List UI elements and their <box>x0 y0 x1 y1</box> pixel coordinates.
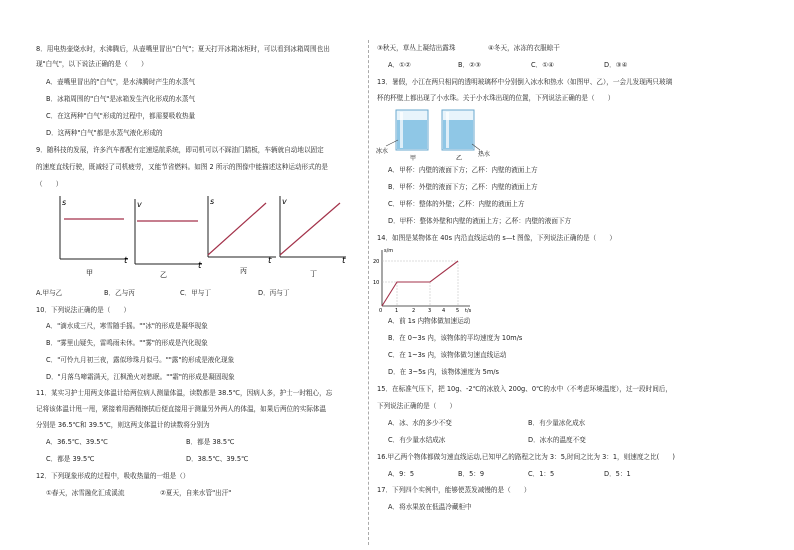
q13-option-b: B．甲杯：外壁的液面下方；乙杯：内壁的液面上方 <box>388 183 538 191</box>
q14-xtick-1: 1 <box>395 308 399 314</box>
q12-choice-d: D．③④ <box>604 61 628 69</box>
q16-option-c: C．1：5 <box>528 470 555 478</box>
q17-option-a: A．将水果放在低温冷藏柜中 <box>388 503 472 511</box>
q16-option-d: D．5：1 <box>604 470 631 478</box>
q8-stem-line-1: 8．用电热壶烧水时，水沸腾后，从壶嘴里冒出"白气"；夏天打开冰箱冰柜时，可以看到冰箱周围也出 <box>36 45 330 53</box>
graph-jia-caption: 甲 <box>86 269 93 277</box>
graph-yi-ylabel: v <box>137 200 142 209</box>
graph-bing <box>208 196 276 275</box>
q14-xtick-5: 5 <box>456 308 460 314</box>
glass-yi-caption: 乙 <box>456 155 463 162</box>
q9-option-a: A.甲与乙 <box>36 289 63 297</box>
graph-bing-ylabel: s <box>210 197 215 206</box>
q9-stem-line-3: （ ） <box>36 180 63 188</box>
q16-stem: 16.甲乙两个物体都做匀速直线运动,已知甲乙的路程之比为 3：5,时间之比为 3：1，则速度之比( ) <box>377 453 675 461</box>
q8-stem-line-2: 现"白气"，以下说法正确的是（ ） <box>36 60 148 68</box>
q15-option-a: A．冰、水的多少不变 <box>388 419 452 427</box>
q11-option-b: B．都是 38.5℃ <box>186 438 235 446</box>
q8-option-c: C．在这两种"白气"形成的过程中，都需要吸收热量 <box>46 112 196 120</box>
q16-option-b: B．5：9 <box>458 470 485 478</box>
graph-yi-xlabel: t <box>198 261 202 271</box>
q10-option-c: C．"可怜九月初三夜，露似珍珠月似弓。""露"的形成是液化现象 <box>46 356 235 364</box>
q17-stem: 17．下列四个实例中，能够使蒸发减慢的是（ ） <box>377 486 531 494</box>
glass-jia-label: 冰水 <box>376 148 389 155</box>
q10-option-b: B．"雾里山疑失，雷鸣雨未休。""雾"的形成是汽化现象 <box>46 339 208 347</box>
q12-choice-a: A．①② <box>388 61 411 69</box>
q14-xtick-3: 3 <box>428 308 432 314</box>
q14-option-d: D．在 3~5s 内，该物体速度为 5m/s <box>388 368 499 376</box>
graph-ding-xlabel: t <box>342 256 346 266</box>
q12-stem: 12．下列现象形成的过程中，吸收热量的一组是（） <box>36 472 190 480</box>
q9-option-d: D．丙与丁 <box>258 289 290 297</box>
q15-option-d: D．冰水的温度不变 <box>528 436 586 444</box>
q9-stem-line-1: 9．随科技的发展，许多汽车都配有定速巡航系统，即司机可以不踩油门踏板，车辆就自动地以固定 <box>36 146 324 154</box>
q13-option-a: A．甲杯：内壁的液面下方；乙杯：内壁的液面上方 <box>388 166 538 174</box>
q13-glass-figure <box>372 106 502 162</box>
graph-ding <box>280 196 346 278</box>
q12-choice-c: C．①④ <box>531 61 555 69</box>
q8-option-b: B．冰箱周围的"白气"是冰箱发生汽化形成的水蒸气 <box>46 95 196 103</box>
q9-graphs <box>28 191 368 281</box>
q14-stem: 14．如图是某物体在 40s 内沿直线运动的 s—t 图像，下列说法正确的是（ ） <box>377 234 617 242</box>
q12-item-2: ②夏天，自来水管"出汗" <box>160 489 232 497</box>
glass-yi <box>442 110 474 150</box>
q10-option-d: D．"月落乌啼霜满天，江枫渔火对愁眠。""霜"的形成是凝固现象 <box>46 373 235 381</box>
q13-option-c: C．甲杯：整体的外壁；乙杯：内壁的液面上方 <box>388 200 525 208</box>
q14-ytick-10: 10 <box>373 280 380 286</box>
q14-option-c: C．在 1~3s 内，该物体做匀速直线运动 <box>388 351 507 359</box>
q13-stem-line-2: 杯的杯壁上都出现了小水珠。关于小水珠出现的位置，下列说法正确的是（ ） <box>377 94 615 102</box>
q14-xlabel: t/s <box>465 308 472 314</box>
graph-bing-caption: 丙 <box>240 267 247 275</box>
q13-stem-line-1: 13．暑假，小江在两只相同的透明玻璃杯中分别倒入冰水和热水（如图甲、乙），一会儿发现两只玻璃 <box>377 78 673 86</box>
q11-option-d: D．38.5℃、39.5℃ <box>186 455 249 463</box>
q15-option-c: C．有少量水结成冰 <box>388 436 446 444</box>
graph-ding-ylabel: v <box>282 197 287 206</box>
q14-xtick-2: 2 <box>412 308 416 314</box>
q12-item-3: ③秋天，草丛上凝结出露珠 <box>377 44 456 52</box>
q9-option-b: B．乙与丙 <box>104 289 135 297</box>
q16-option-a: A．9：5 <box>388 470 415 478</box>
column-divider <box>368 40 369 545</box>
glass-yi-label: 热水 <box>478 151 491 158</box>
q11-option-a: A．36.5℃、39.5℃ <box>46 438 108 446</box>
q15-option-b: B．有少量冰化成水 <box>528 419 586 427</box>
q11-stem-line-3: 分别是 36.5℃和 39.5℃，则这两支体温计的读数将分别为 <box>36 421 210 429</box>
q12-item-4: ④冬天，冰冻的衣服晾干 <box>488 44 560 52</box>
graph-bing-line <box>208 203 266 255</box>
graph-jia-ylabel: s <box>62 198 67 207</box>
q14-ylabel: s/m <box>384 248 394 254</box>
q12-choice-b: B．②③ <box>458 61 481 69</box>
q8-option-a: A．壶嘴里冒出的"白气"，是水沸腾时产生的水蒸气 <box>46 78 196 86</box>
q12-item-1: ①春天，冰雪融化汇成溪流 <box>46 489 125 497</box>
q14-st-graph <box>372 244 484 314</box>
q11-stem-line-2: 记将该体温计甩一甩，紧接着用酒精擦拭后便直接用于测量另外两人的体温，如果后两位的实际体温 <box>36 405 327 413</box>
q11-option-c: C．都是 39.5℃ <box>46 455 95 463</box>
graph-jia <box>60 196 128 277</box>
q15-stem-line-1: 15．在标准气压下，把 10g、-2℃的冰放入 200g、0℃的水中（不考虑环境温度），过一段时间后， <box>377 385 672 393</box>
q9-stem-line-2: 的速度直线行驶，既减轻了司机疲劳，又能节省燃料。如图 2 所示的图像中能描述这种运动形式的是 <box>36 163 328 171</box>
q14-option-a: A．前 1s 内物体做加速运动 <box>388 317 471 325</box>
q14-ytick-20: 20 <box>373 259 380 265</box>
glass-jia <box>396 110 428 150</box>
q14-xtick-4: 4 <box>442 308 446 314</box>
q13-option-d: D．甲杯：整体外壁和内壁的液面上方；乙杯：内壁的液面下方 <box>388 217 572 225</box>
graph-bing-xlabel: t <box>268 256 272 266</box>
q11-stem-line-1: 11．某实习护士用两支体温计给两位病人测量体温，读数都是 38.5℃，因病人多，护士一时粗心，忘 <box>36 389 333 397</box>
graph-jia-xlabel: t <box>124 256 128 266</box>
graph-yi <box>135 199 202 279</box>
q8-option-d: D．这两种"白气"都是水蒸气液化形成的 <box>46 129 163 137</box>
glass-jia-caption: 甲 <box>410 155 417 162</box>
q14-line <box>382 261 458 306</box>
graph-yi-caption: 乙 <box>160 271 167 279</box>
graph-ding-caption: 丁 <box>310 270 317 278</box>
q15-stem-line-2: 下列说法正确的是（ ） <box>377 402 457 410</box>
q14-xtick-0: 0 <box>379 308 383 314</box>
q10-option-a: A．"滴水成三尺，寒雪随手摇。""冰"的形成是凝华现象 <box>46 322 208 330</box>
graph-ding-line <box>280 203 340 255</box>
q10-stem: 10．下列说法正确的是（ ） <box>36 306 131 314</box>
q9-option-c: C．甲与丁 <box>180 289 211 297</box>
q14-option-b: B．在 0~3s 内，该物体的平均速度为 10m/s <box>388 334 523 342</box>
